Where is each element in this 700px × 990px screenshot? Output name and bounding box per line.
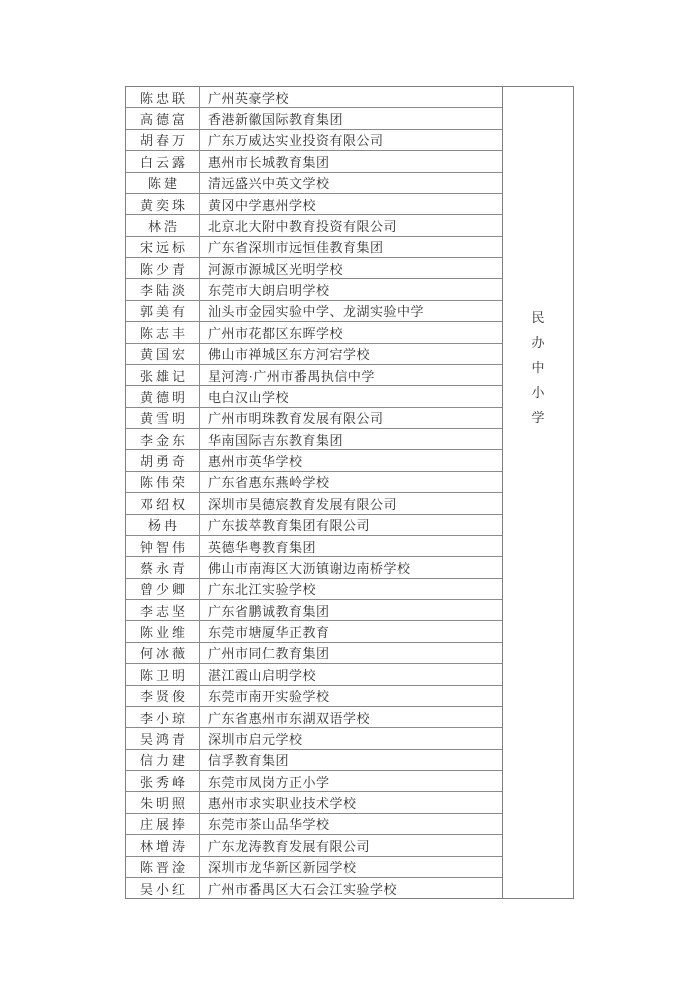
- awardee-organization: 广东省惠州市东湖双语学校: [208, 710, 371, 726]
- awardee-organization: 广东拔萃教育集团有限公司: [208, 518, 371, 534]
- table-row: [126, 686, 502, 707]
- awardee-organization: 深圳市启元学校: [208, 731, 303, 747]
- table-row: [126, 215, 502, 236]
- category-column: [503, 87, 573, 898]
- awardee-organization: 广东龙涛教育发展有限公司: [208, 838, 371, 854]
- table-row: [126, 707, 502, 728]
- table-row: [126, 515, 502, 536]
- awardee-name: 黄雪明: [126, 408, 200, 428]
- table-row: [126, 237, 502, 258]
- table-row: [126, 857, 502, 878]
- awardee-organization: 深圳市龙华新区新园学校: [208, 860, 357, 876]
- awardee-organization: 惠州市英华学校: [208, 454, 303, 470]
- awardee-name: 曾少卿: [126, 579, 200, 599]
- awardee-name: 吴小红: [126, 878, 200, 898]
- awardee-name: 何冰薇: [126, 643, 200, 663]
- awardee-name: 黄德明: [126, 386, 200, 406]
- table-row: [126, 750, 502, 771]
- table-row: [126, 643, 502, 664]
- table-row: [126, 87, 502, 108]
- awardee-name: 朱明照: [126, 792, 200, 812]
- awardee-name: 李陆淡: [126, 279, 200, 299]
- table-row: [126, 536, 502, 557]
- awardee-organization: 信孚教育集团: [208, 753, 290, 769]
- awardee-name: 陈建: [126, 173, 200, 193]
- awardee-name: 陈业维: [126, 621, 200, 641]
- table-row: [126, 728, 502, 749]
- awardee-organization: 清远盛兴中英文学校: [208, 176, 330, 192]
- awardee-name: 杨冉: [126, 515, 200, 535]
- awardee-organization: 华南国际吉东教育集团: [208, 432, 344, 448]
- awardee-name: 陈志丰: [126, 322, 200, 342]
- table-row: [126, 365, 502, 386]
- table-row: [126, 301, 502, 322]
- table-row: [126, 108, 502, 129]
- awardee-organization: 广州市花都区东晖学校: [208, 325, 344, 341]
- table-row: [126, 322, 502, 343]
- awardee-organization: 广东万威达实业投资有限公司: [208, 133, 384, 149]
- awardee-organization: 广州英豪学校: [208, 90, 290, 106]
- table-row: [126, 621, 502, 642]
- awardee-organization: 东莞市大朗启明学校: [208, 283, 330, 299]
- awardee-name: 高德富: [126, 108, 200, 128]
- awardee-name: 陈晋淦: [126, 857, 200, 877]
- awardee-organization: 深圳市昊德宸教育发展有限公司: [208, 496, 398, 512]
- table-row: [126, 814, 502, 835]
- awardee-name: 吴鸿青: [126, 728, 200, 748]
- awardee-organization: 广州市同仁教育集团: [208, 646, 330, 662]
- table-row: [126, 664, 502, 685]
- awardee-name: 蔡永青: [126, 557, 200, 577]
- awardee-organization: 广州市番禺区大石会江实验学校: [208, 881, 398, 897]
- table-rows: [126, 87, 503, 898]
- table-row: [126, 386, 502, 407]
- awardee-organization: 佛山市禅城区东方河宕学校: [208, 347, 371, 363]
- awardee-name: 陈忠联: [126, 87, 200, 107]
- awardee-organization: 汕头市金园实验中学、龙湖实验中学: [208, 304, 425, 320]
- awardee-organization: 北京北大附中教育投资有限公司: [208, 218, 398, 234]
- table-row: [126, 771, 502, 792]
- table-row: [126, 344, 502, 365]
- table-row: [126, 151, 502, 172]
- awardee-name: 张秀峰: [126, 771, 200, 791]
- awardee-organization: 广东省鹏诚教育集团: [208, 603, 330, 619]
- awardee-name: 李志坚: [126, 600, 200, 620]
- table-row: [126, 258, 502, 279]
- table-row: [126, 493, 502, 514]
- table-row: [126, 557, 502, 578]
- awardee-organization: 广东北江实验学校: [208, 582, 317, 598]
- awardee-name: 白云露: [126, 151, 200, 171]
- awardee-name: 邓绍权: [126, 493, 200, 513]
- awardee-organization: 香港新徽国际教育集团: [208, 112, 344, 128]
- awardee-name: 胡春万: [126, 130, 200, 150]
- awardee-organization: 东莞市茶山品华学校: [208, 817, 330, 833]
- table-row: [126, 130, 502, 151]
- table-row: [126, 600, 502, 621]
- awardee-organization: 广州市明珠教育发展有限公司: [208, 411, 384, 427]
- awardee-name: 胡勇奇: [126, 450, 200, 470]
- table-row: [126, 450, 502, 471]
- table-row: [126, 194, 502, 215]
- awardee-organization: 惠州市长城教育集团: [208, 154, 330, 170]
- awardee-organization: 黄冈中学惠州学校: [208, 197, 317, 213]
- awardee-name: 郭美有: [126, 301, 200, 321]
- awardee-name: 钟智伟: [126, 536, 200, 556]
- awardee-name: 宋远标: [126, 237, 200, 257]
- awardee-name: 陈伟荣: [126, 472, 200, 492]
- awardee-organization: 惠州市求实职业技术学校: [208, 796, 357, 812]
- awardee-name: 李金东: [126, 429, 200, 449]
- awardee-name: 黄奕珠: [126, 194, 200, 214]
- awardee-organization: 东莞市塘厦华正教育: [208, 625, 330, 641]
- table-row: [126, 408, 502, 429]
- table-row: [126, 279, 502, 300]
- awardee-organization: 广东省惠东燕岭学校: [208, 475, 330, 491]
- awardee-organization: 东莞市南开实验学校: [208, 689, 330, 705]
- awardee-organization: 英德华粤教育集团: [208, 539, 317, 555]
- table-row: [126, 878, 502, 898]
- table-row: [126, 792, 502, 813]
- awardee-name: 李小琼: [126, 707, 200, 727]
- awardees-table: [125, 86, 574, 899]
- awardee-organization: 河源市源城区光明学校: [208, 261, 344, 277]
- awardee-organization: 广东省深圳市远恒佳教育集团: [208, 240, 384, 256]
- awardee-name: 陈少青: [126, 258, 200, 278]
- awardee-organization: 东莞市凤岗方正小学: [208, 774, 330, 790]
- awardee-name: 庄展捧: [126, 814, 200, 834]
- awardee-name: 陈卫明: [126, 664, 200, 684]
- table-row: [126, 173, 502, 194]
- awardee-name: 黄国宏: [126, 344, 200, 364]
- awardee-organization: 湛江霞山启明学校: [208, 667, 317, 683]
- awardee-organization: 电白汉山学校: [208, 389, 290, 405]
- table-row: [126, 429, 502, 450]
- awardee-name: 张雄记: [126, 365, 200, 385]
- category-label: 民办中小学: [531, 310, 545, 425]
- awardee-name: 信力建: [126, 750, 200, 770]
- awardee-name: 林浩: [126, 215, 200, 235]
- awardee-organization: 佛山市南海区大沥镇谢边南桥学校: [208, 560, 411, 576]
- table-row: [126, 835, 502, 856]
- table-row: [126, 472, 502, 493]
- awardee-name: 李贤俊: [126, 686, 200, 706]
- table-row: [126, 579, 502, 600]
- awardee-name: 林增涛: [126, 835, 200, 855]
- awardee-organization: 星河湾·广州市番禺执信中学: [208, 368, 375, 384]
